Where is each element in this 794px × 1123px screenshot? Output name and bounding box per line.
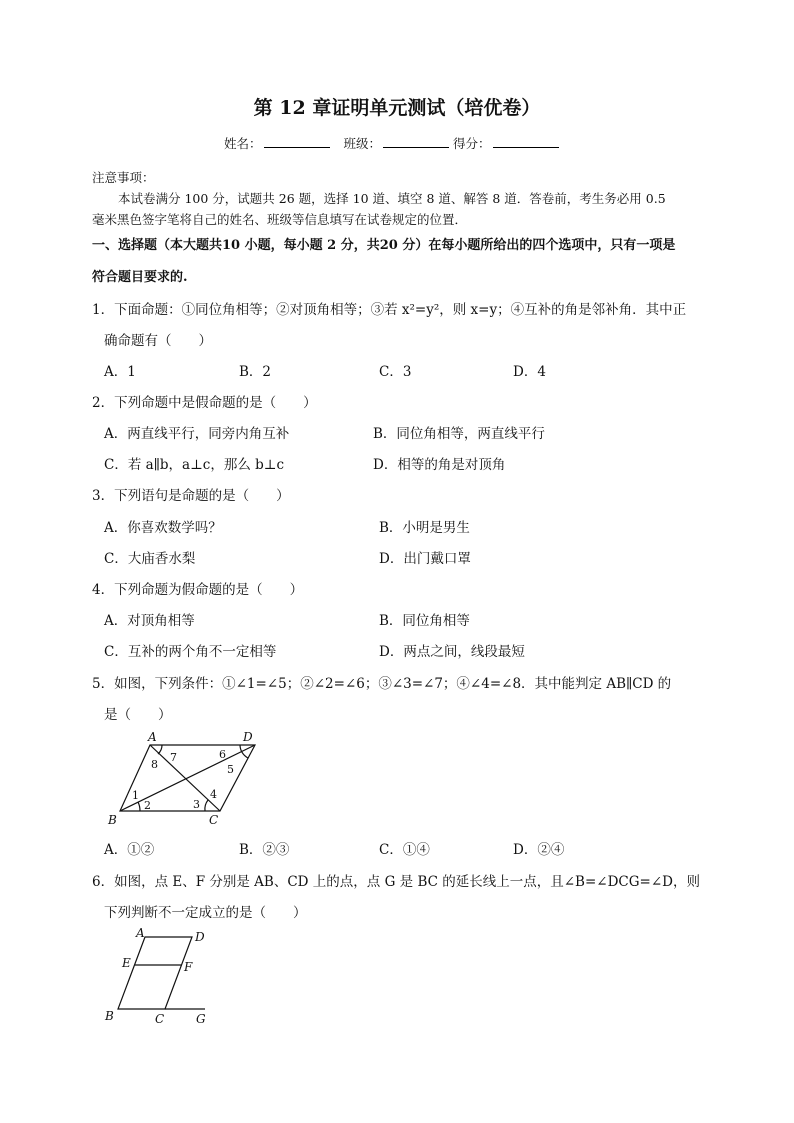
q5-angle-7: 7 [170, 751, 177, 764]
q5-label-d: D [243, 730, 253, 744]
q1-option-a[interactable]: A．1 [104, 364, 136, 380]
q6-label-d: D [195, 930, 205, 944]
q6-label-c: C [155, 1012, 165, 1026]
q5-angle-5: 5 [227, 763, 234, 776]
student-info-line [224, 134, 563, 152]
score-label: 得分： [453, 136, 491, 151]
q5-angle-arc-6 [240, 745, 248, 758]
section-heading-line-1: 一、选择题（本大题共10 小题，每小题 2 分，共20 分）在每小题所给出的四个选项中，只有一项是 [92, 238, 676, 253]
notice-heading: 注意事项： [92, 170, 155, 185]
q5-angle-2: 2 [144, 799, 151, 812]
q3-option-c[interactable]: C．大庙香水梨 [104, 551, 196, 567]
q5-angle-arc-3 [205, 800, 208, 811]
q4-option-a[interactable]: A．对顶角相等 [104, 613, 195, 629]
question-5-stem-cont: 是（ ） [104, 707, 172, 723]
name-blank[interactable] [264, 135, 330, 148]
question-1-stem-cont: 确命题有（ ） [104, 333, 212, 349]
q6-parallelogram [118, 937, 192, 1009]
q6-label-g: G [196, 1012, 206, 1026]
notice-line-2: 毫米黑色签字笔将自己的姓名、班级等信息填写在试卷规定的位置． [92, 212, 468, 227]
q5-option-b[interactable]: B．②③ [239, 842, 290, 858]
q5-diagonal-ac [150, 745, 220, 811]
q5-label-c: C [209, 813, 219, 827]
q2-option-a[interactable]: A．两直线平行，同旁内角互补 [104, 426, 290, 442]
page-title: 第 12 章证明单元测试（培优卷） [253, 97, 541, 119]
q3-option-a[interactable]: A．你喜欢数学吗？ [104, 520, 222, 536]
q1-option-d[interactable]: D．4 [513, 364, 546, 380]
question-2-stem: 2．下列命题中是假命题的是（ ） [92, 395, 317, 411]
q5-label-a: A [148, 730, 157, 744]
q5-diagonal-bd [120, 745, 255, 811]
section-heading-line-2: 符合题目要求的. [92, 270, 188, 285]
q5-option-a[interactable]: A．①② [104, 842, 155, 858]
q5-label-b: B [108, 813, 117, 827]
q1-option-c[interactable]: C．3 [379, 364, 412, 380]
q5-angle-6: 6 [219, 748, 226, 761]
question-5-stem: 5．如图，下列条件：①∠1=∠5；②∠2=∠6；③∠3=∠7；④∠4=∠8．其中能判定 AB∥CD 的 [92, 676, 672, 692]
q6-parallelogram-figure [100, 925, 220, 1030]
q5-angle-arc-8 [158, 745, 162, 754]
class-blank[interactable] [383, 135, 449, 148]
q4-option-b[interactable]: B．同位角相等 [379, 613, 470, 629]
q5-parallelogram-figure [100, 728, 270, 828]
q6-label-b: B [105, 1009, 114, 1023]
q5-angle-8: 8 [151, 758, 158, 771]
question-4-stem: 4．下列命题为假命题的是（ ） [92, 582, 304, 598]
q2-option-c[interactable]: C．若 a∥b，a⊥c，那么 b⊥c [104, 457, 285, 473]
question-6-stem: 6．如图，点 E、F 分别是 AB、CD 上的点，点 G 是 BC 的延长线上一点，且∠B=∠DCG=∠D，则 [92, 874, 700, 890]
q5-option-d[interactable]: D．②④ [513, 842, 565, 858]
q5-option-c[interactable]: C．①④ [379, 842, 430, 858]
q5-angle-1: 1 [132, 789, 139, 802]
q1-option-b[interactable]: B．2 [239, 364, 272, 380]
q3-option-d[interactable]: D．出门戴口罩 [379, 551, 471, 567]
q5-angle-3: 3 [193, 798, 200, 811]
notice-line-1: 本试卷满分 100 分，试题共 26 题，选择 10 道、填空 8 道、解答 8 道．答卷前，考生务必用 0.5 [118, 191, 666, 206]
q2-option-b[interactable]: B．同位角相等，两直线平行 [373, 426, 545, 442]
question-1-stem: 1．下面命题：①同位角相等；②对顶角相等；③若 x²=y²，则 x=y；④互补的角是邻补角．其中正 [92, 302, 687, 318]
q4-option-d[interactable]: D．两点之间，线段最短 [379, 644, 525, 660]
q6-label-f: F [184, 960, 193, 974]
q5-angle-4: 4 [210, 788, 217, 801]
class-label: 班级： [343, 136, 382, 151]
question-3-stem: 3．下列语句是命题的是（ ） [92, 488, 290, 504]
name-label: 姓名： [224, 136, 262, 151]
q6-label-a: A [136, 926, 145, 940]
q2-option-d[interactable]: D．相等的角是对顶角 [373, 457, 506, 473]
q4-option-c[interactable]: C．互补的两个角不一定相等 [104, 644, 277, 660]
q5-angle-arc-1 [138, 802, 140, 811]
score-blank[interactable] [493, 135, 559, 148]
question-6-stem-cont: 下列判断不一定成立的是（ ） [104, 905, 307, 921]
q3-option-b[interactable]: B．小明是男生 [379, 520, 470, 536]
q6-label-e: E [122, 956, 131, 970]
